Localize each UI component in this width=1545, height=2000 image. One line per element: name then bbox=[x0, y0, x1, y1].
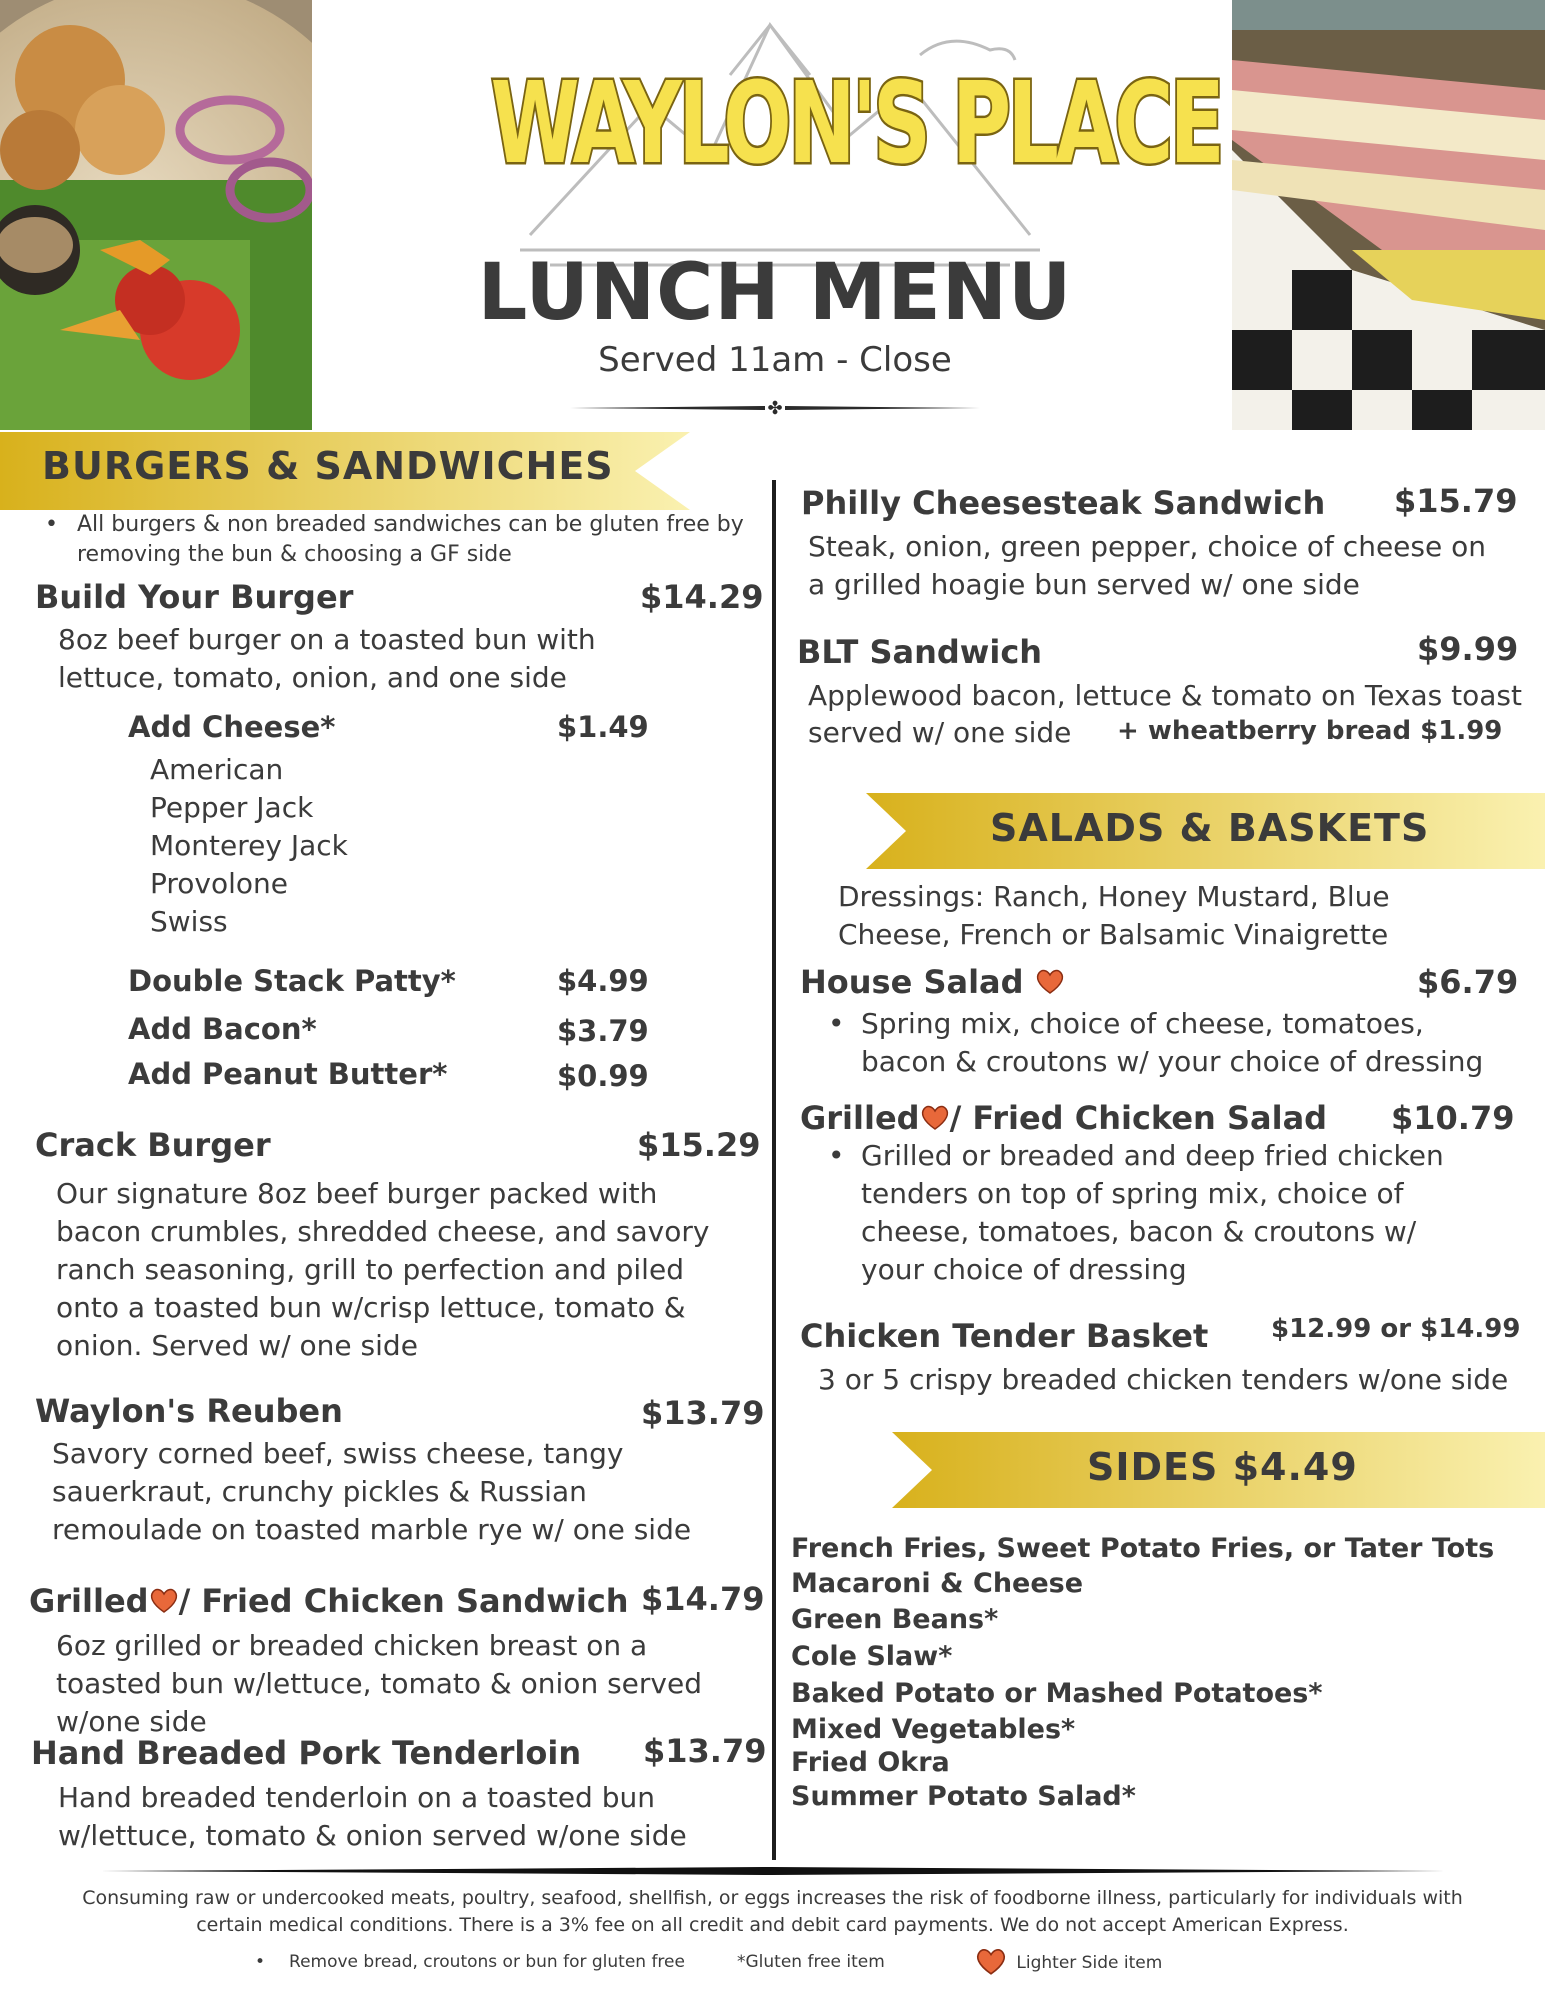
side-mixed-vegetables: Mixed Vegetables* bbox=[791, 1714, 1076, 1745]
blt-price: $9.99 bbox=[1417, 630, 1519, 668]
philly-desc: Steak, onion, green pepper, choice of cheese on a grilled hoagie bun served w/ one side bbox=[808, 530, 1486, 601]
heart-icon bbox=[975, 1946, 1007, 1976]
chicken-salad-desc: • Grilled or breaded and deep fried chicken tenders on top of spring mix, choice of cheese, tomatoes, bacon & croutons w/ your choice of dressing bbox=[828, 1139, 1444, 1286]
chicken-sandwich-name-a: Grilled bbox=[29, 1582, 149, 1620]
crack-burger-name: Crack Burger bbox=[35, 1126, 271, 1164]
add-cheese-price: $1.49 bbox=[557, 710, 649, 744]
cheese-provolone: Provolone bbox=[150, 867, 289, 900]
pork-tenderloin-price: $13.79 bbox=[643, 1732, 767, 1770]
menu-title: LUNCH MENU bbox=[477, 248, 1073, 338]
house-salad-name bbox=[800, 963, 1065, 1001]
side-potatoes: Baked Potato or Mashed Potatoes* bbox=[791, 1678, 1323, 1709]
chicken-salad-name-a: Grilled bbox=[800, 1099, 920, 1137]
side-mac-cheese: Macaroni & Cheese bbox=[791, 1568, 1084, 1599]
dressings: Dressings: Ranch, Honey Mustard, Blue Cheese, French or Balsamic Vinaigrette bbox=[838, 880, 1390, 951]
footer-divider bbox=[100, 1866, 1445, 1876]
peanut-butter-name: Add Peanut Butter* bbox=[128, 1057, 448, 1091]
legend-lighter-side: Lighter Side item bbox=[975, 1946, 1162, 1976]
heart-icon bbox=[1035, 967, 1065, 995]
philly-name: Philly Cheesesteak Sandwich bbox=[801, 484, 1326, 522]
chicken-salad-price: $10.79 bbox=[1391, 1099, 1515, 1137]
restaurant-name: WAYLON'S PLACE bbox=[490, 59, 1222, 189]
add-bacon-price: $3.79 bbox=[557, 1014, 649, 1048]
cheese-pepper-jack: Pepper Jack bbox=[150, 791, 314, 824]
philly-price: $15.79 bbox=[1394, 482, 1518, 520]
tender-basket-desc: 3 or 5 crispy breaded chicken tenders w/one side bbox=[818, 1363, 1509, 1396]
reuben-desc: Savory corned beef, swiss cheese, tangy sauerkraut, crunchy pickles & Russian remoulade on toasted marble rye w/ one side bbox=[52, 1437, 692, 1546]
pork-tenderloin-name: Hand Breaded Pork Tenderloin bbox=[31, 1734, 582, 1772]
side-fries: French Fries, Sweet Potato Fries, or Tater Tots bbox=[791, 1533, 1495, 1564]
title-divider bbox=[570, 398, 980, 418]
gluten-free-note: • All burgers & non breaded sandwiches can be gluten free by removing the bun & choosing a GF side bbox=[45, 512, 744, 567]
build-burger-price: $14.29 bbox=[640, 578, 764, 616]
wheatberry-upgrade: + wheatberry bread $1.99 bbox=[1117, 716, 1503, 746]
column-divider bbox=[772, 480, 776, 1860]
chicken-sandwich-name bbox=[29, 1582, 629, 1620]
legend-gluten-free: *Gluten free item bbox=[737, 1952, 885, 1972]
pork-tenderloin-desc: Hand breaded tenderloin on a toasted bun w/lettuce, tomato & onion served w/one side bbox=[58, 1781, 687, 1852]
reuben-name: Waylon's Reuben bbox=[35, 1392, 343, 1430]
build-burger-name: Build Your Burger bbox=[35, 578, 354, 616]
blt-desc: Applewood bacon, lettuce & tomato on Texas toast bbox=[808, 679, 1522, 712]
add-cheese-name: Add Cheese* bbox=[128, 710, 336, 744]
blt-desc-line2: served w/ one side bbox=[808, 716, 1072, 749]
reuben-price: $13.79 bbox=[641, 1394, 765, 1432]
chicken-sandwich-desc: 6oz grilled or breaded chicken breast on a toasted bun w/lettuce, tomato & onion served w/one side bbox=[56, 1629, 702, 1738]
add-bacon-name: Add Bacon* bbox=[128, 1012, 317, 1046]
heart-icon bbox=[920, 1103, 950, 1131]
house-salad-name-text: House Salad bbox=[800, 963, 1024, 1001]
cheese-monterey-jack: Monterey Jack bbox=[150, 829, 348, 862]
salads-section-title: SALADS & BASKETS bbox=[990, 806, 1430, 850]
sides-section-title: SIDES $4.49 bbox=[1087, 1445, 1358, 1489]
tender-basket-price: $12.99 or $14.99 bbox=[1271, 1314, 1521, 1344]
side-fried-okra: Fried Okra bbox=[791, 1747, 950, 1778]
food-safety-disclaimer: Consuming raw or undercooked meats, poultry, seafood, shellfish, or eggs increases the risk of foodborne illness, particularly for individuals with certain medical conditions. There is a 3% fee on all credit and debit card payments. We do not accept American Express. bbox=[82, 1887, 1463, 1936]
salad-photo bbox=[0, 0, 312, 430]
build-burger-desc: 8oz beef burger on a toasted bun with lettuce, tomato, onion, and one side bbox=[58, 623, 596, 694]
side-cole-slaw: Cole Slaw* bbox=[791, 1641, 953, 1672]
blt-name: BLT Sandwich bbox=[797, 633, 1043, 671]
serving-hours: Served 11am - Close bbox=[598, 340, 952, 380]
cheese-swiss: Swiss bbox=[150, 905, 228, 938]
crack-burger-price: $15.29 bbox=[637, 1126, 761, 1164]
chicken-salad-name bbox=[800, 1099, 1327, 1137]
peanut-butter-price: $0.99 bbox=[557, 1059, 649, 1093]
crack-burger-desc: Our signature 8oz beef burger packed with bacon crumbles, shredded cheese, and savory ranch seasoning, grill to perfection and piled onto a toasted bun w/crisp lettuce, tomato & onion. Served w/ one side bbox=[56, 1177, 710, 1362]
cheese-american: American bbox=[150, 753, 284, 786]
legend-gf-bun: • Remove bread, croutons or bun for gluten free bbox=[255, 1952, 685, 1972]
double-stack-price: $4.99 bbox=[557, 964, 649, 998]
side-potato-salad: Summer Potato Salad* bbox=[791, 1781, 1136, 1812]
house-salad-price: $6.79 bbox=[1417, 963, 1519, 1001]
double-stack-name: Double Stack Patty* bbox=[128, 964, 456, 998]
heart-icon bbox=[149, 1586, 179, 1614]
sandwich-photo bbox=[1232, 0, 1545, 430]
chicken-sandwich-price: $14.79 bbox=[641, 1580, 765, 1618]
chicken-salad-name-b: / Fried Chicken Salad bbox=[949, 1099, 1328, 1137]
svg-text:✤: ✤ bbox=[767, 398, 783, 418]
chicken-sandwich-name-b: / Fried Chicken Sandwich bbox=[178, 1582, 629, 1620]
house-salad-desc: • Spring mix, choice of cheese, tomatoes, bacon & croutons w/ your choice of dressing bbox=[828, 1007, 1484, 1078]
side-green-beans: Green Beans* bbox=[791, 1604, 999, 1635]
tender-basket-name: Chicken Tender Basket bbox=[800, 1317, 1209, 1355]
burgers-section-title: BURGERS & SANDWICHES bbox=[42, 444, 614, 488]
